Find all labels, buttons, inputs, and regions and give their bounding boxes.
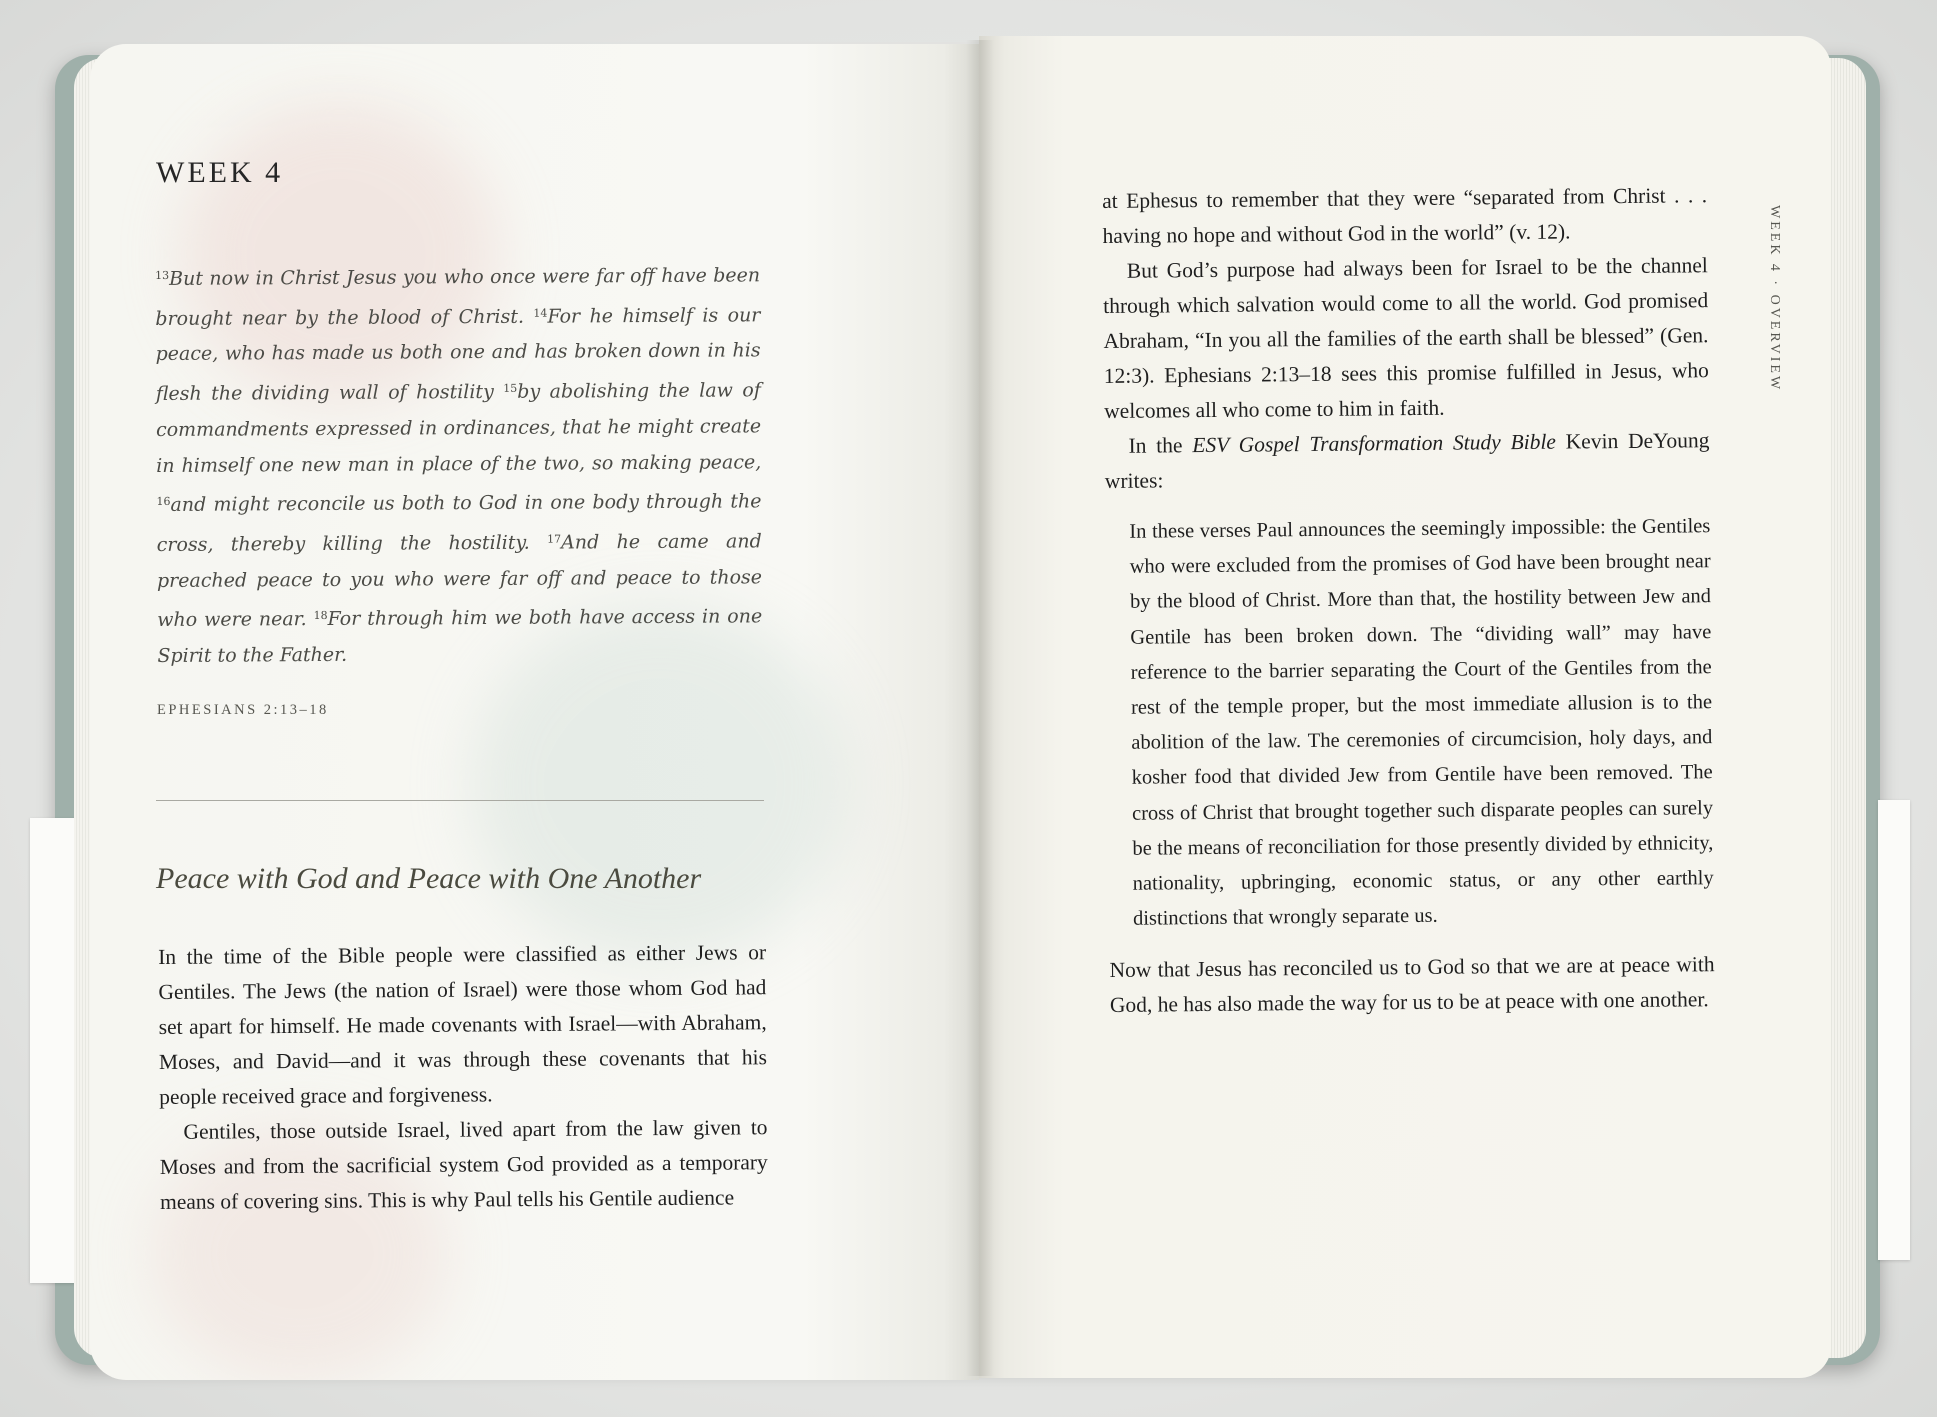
paragraph: But God’s purpose had always been for Israel to be the channel through which salvation would come to all the world. God promised Abraham, “In you all the families of the earth shall be blessed” (Gen. 12:3). Ephesians 2:13–18 sees this promise fulfilled in Jesus, who welcomes all who come to him in faith. xyxy=(1103,253,1709,423)
verse-number: 13 xyxy=(155,268,170,282)
scripture-passage xyxy=(155,254,763,674)
bookmark-tab-right xyxy=(1878,800,1910,1260)
verse-number: 17 xyxy=(547,532,562,546)
verse-text: by abolishing the law of commandments expressed in ordinances, that he might create in himself one new man in place of the two, so making peace, xyxy=(155,379,762,477)
right-body-text xyxy=(1102,178,1715,1023)
paragraph: In the time of the Bible people were classified as either Jews or Gentiles. The Jews (the nation of Israel) were those whom God had set apart for himself. He made covenants with Israel—with Abraham, Moses, and David—and it was through these covenants that his people received grace and forgiveness. xyxy=(158,940,768,1109)
verse-number: 18 xyxy=(313,609,328,623)
verse-number: 14 xyxy=(533,306,548,320)
verse-text: For he himself is our peace, who has made us both one and has broken down in his flesh the dividing wall of hostility xyxy=(155,304,761,406)
paragraph: Now that Jesus has reconciled us to God so that we are at peace with God, he has also made the way for us to be at peace with one another. xyxy=(1109,952,1715,1018)
verse-text: But now in Christ Jesus you who once were far off have been brought near by the blood of Christ. xyxy=(155,264,761,330)
paragraph: Gentiles, those outside Israel, lived apart from the law given to Moses and from the sacrificial system God provided as a temporary means of covering sins. This is why Paul tells his Gentile audience xyxy=(159,1115,768,1214)
scripture-reference: EPHESIANS 2:13–18 xyxy=(157,702,329,718)
book-title: ESV Gospel Transformation Study Bible xyxy=(1192,429,1557,458)
section-divider xyxy=(156,800,764,801)
text-run: In the xyxy=(1128,433,1193,458)
week-title: WEEK 4 xyxy=(156,156,284,189)
verse-number: 15 xyxy=(503,381,518,395)
paragraph: at Ephesus to remember that they were “separated from Christ . . . having no hope and without God in the world” (v. 12). xyxy=(1102,183,1708,248)
verse-text: And he came and preached peace to you who were far off and peace to those who were near. xyxy=(156,530,763,632)
verse-number: 16 xyxy=(156,495,171,509)
paragraph xyxy=(1104,423,1710,499)
book-gutter xyxy=(966,40,994,1376)
left-body-text xyxy=(158,935,768,1220)
text-run: Kevin DeYoung writes: xyxy=(1104,428,1710,493)
running-head: WEEK 4 · OVERVIEW xyxy=(1767,205,1782,393)
verse-text: and might reconcile us both to God in one body through the cross, thereby killing the hostility. xyxy=(156,490,762,556)
verse-text: For through him we both have access in one Spirit to the Father. xyxy=(157,605,763,668)
section-heading: Peace with God and Peace with One Another xyxy=(156,862,702,895)
block-quote: In these verses Paul announces the seemingly impossible: the Gentiles who were excluded from the promises of God have been brought near by the blood of Christ. More than that, the hostility between Jew and Gentile has been broken down. The “dividing wall” may have reference to the barrier separating the Court of the Gentiles from the rest of the temple proper, but the most immediate allusion is to the abolition of the law. The ceremonies of circumcision, holy days, and kosher food that divided Jew from Gentile have been removed. The cross of Christ that brought together such disparate peoples can surely be the means of reconciliation for those presently divided by ethnicity, nationality, upbringing, economic status, or any other earthly distinctions that wrongly separate us. xyxy=(1129,515,1714,930)
